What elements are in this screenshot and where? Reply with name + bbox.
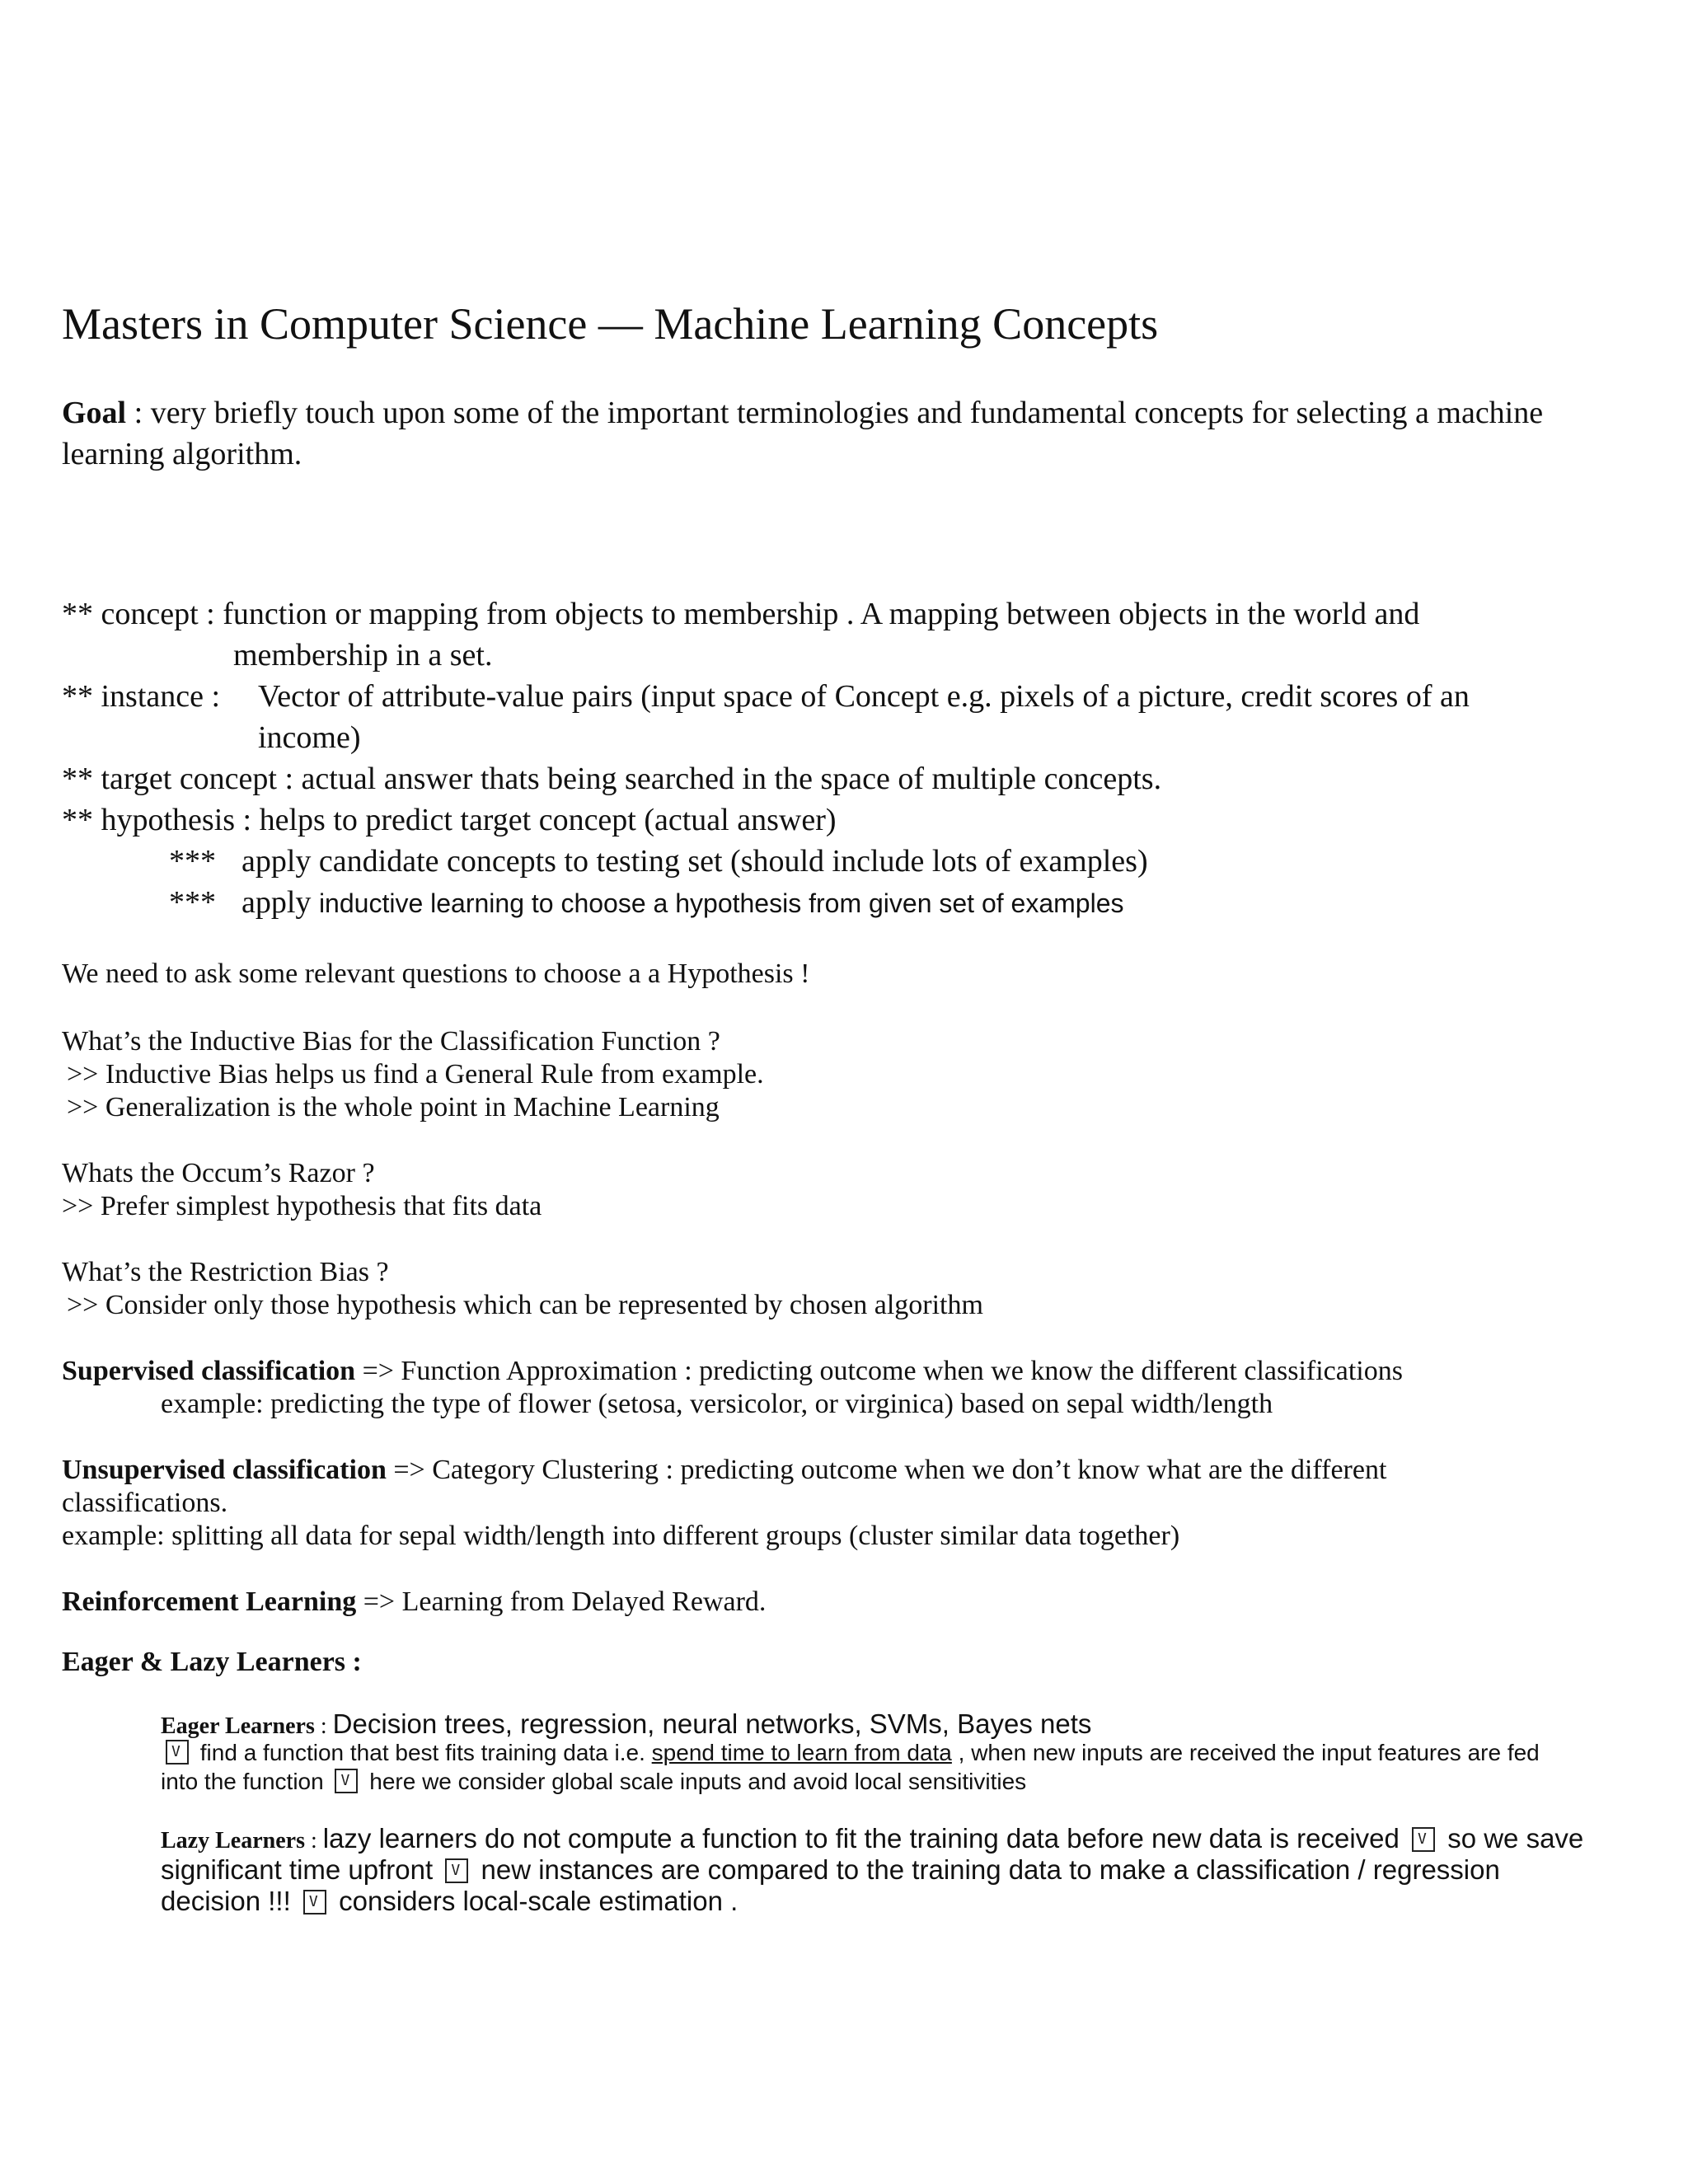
lazy-line-2-a: significant time upfront: [161, 1854, 441, 1885]
answer-inductive-bias-2: >> Generalization is the whole point in Machine Learning: [67, 1092, 720, 1122]
question-restriction-bias: What’s the Restriction Bias ?: [62, 1257, 389, 1287]
def-instance-line-1: Vector of attribute-value pairs (input space of Concept e.g. pixels of a picture, credit scores of an: [258, 679, 1470, 714]
eager-label: Eager Learners: [161, 1713, 315, 1739]
supervised-text: => Function Approximation : predicting outcome when we know the different classifications: [355, 1356, 1403, 1386]
lazy-line-3-a: decision !!!: [161, 1886, 298, 1916]
lazy-label: Lazy Learners: [161, 1828, 305, 1854]
question-occams-razor: Whats the Occum’s Razor ?: [62, 1158, 375, 1188]
reinforcement-line: [62, 1586, 766, 1618]
bullet-marker-1: ***: [169, 844, 216, 879]
bullet-box-icon: [1412, 1827, 1435, 1852]
hypothesis-sub-2-text: inductive learning to choose a hypothesis from given set of examples: [318, 888, 1124, 918]
supervised-example: example: predicting the type of flower (setosa, versicolor, or virginica) based on sepal width/length: [161, 1389, 1273, 1419]
unsupervised-label: Unsupervised classification: [62, 1455, 387, 1485]
hypothesis-sub-2: [241, 884, 1123, 921]
supervised-line: [62, 1356, 1403, 1387]
eager-line-1: [161, 1708, 1091, 1740]
lazy-line-1: [161, 1823, 1583, 1854]
eager-text: Decision trees, regression, neural networks, SVMs, Bayes nets: [332, 1708, 1092, 1739]
def-concept-line-2: membership in a set.: [233, 638, 493, 673]
answer-occams-razor: >> Prefer simplest hypothesis that fits data: [62, 1191, 542, 1221]
question-inductive-bias: What’s the Inductive Bias for the Classification Function ?: [62, 1026, 720, 1057]
def-instance-line-2: income): [258, 720, 361, 755]
goal-label: Goal: [62, 396, 127, 430]
answer-restriction-bias: >> Consider only those hypothesis which can be represented by chosen algorithm: [67, 1290, 983, 1320]
goal-text: very briefly touch upon some of the important terminologies and fundamental concepts for selecting a machine learning algorithm.: [62, 396, 1544, 471]
unsupervised-line: [62, 1455, 1386, 1486]
lazy-line-2-b: new instances are compared to the training data to make a classification / regression: [473, 1854, 1500, 1885]
eager-line-3-b: here we consider global scale inputs and avoid local sensitivities: [363, 1769, 1027, 1794]
eager-line-2-b: , when new inputs are received the input features are fed: [951, 1740, 1540, 1765]
def-instance-label: ** instance :: [62, 679, 221, 714]
hypothesis-sub-2-apply: apply: [241, 885, 319, 920]
lazy-line-2: [161, 1854, 1500, 1886]
eager-line-2: [161, 1740, 1540, 1766]
unsupervised-example: example: splitting all data for sepal width/length into different groups (cluster similar data together): [62, 1521, 1180, 1551]
page-title: Masters in Computer Science — Machine Learning Concepts: [62, 299, 1159, 349]
answer-inductive-bias-1: >> Inductive Bias helps us find a General Rule from example.: [67, 1059, 764, 1090]
unsupervised-text: => Category Clustering : predicting outcome when we don’t know what are the different: [386, 1455, 1387, 1485]
eager-line-3: [161, 1769, 1026, 1795]
def-concept-line-1: ** concept : function or mapping from objects to membership . A mapping between objects in the world and: [62, 597, 1420, 631]
questions-intro: We need to ask some relevant questions to choose a a Hypothesis !: [62, 958, 810, 989]
lazy-line-1-a: lazy learners do not compute a function to fit the training data before new data is received: [322, 1823, 1408, 1854]
bullet-box-icon: [335, 1769, 358, 1793]
lazy-line-3-b: considers local-scale estimation .: [331, 1886, 738, 1916]
reinforcement-text: => Learning from Delayed Reward.: [356, 1586, 767, 1617]
def-hypothesis: ** hypothesis : helps to predict target concept (actual answer): [62, 803, 837, 837]
eager-separator: :: [314, 1713, 333, 1739]
bullet-marker-2: ***: [169, 885, 216, 920]
eager-line-2-underlined: spend time to learn from data: [651, 1740, 952, 1765]
supervised-label: Supervised classification: [62, 1356, 356, 1386]
lazy-line-1-b: so we save: [1440, 1823, 1584, 1854]
hypothesis-sub-1: apply candidate concepts to testing set (should include lots of examples): [241, 844, 1148, 879]
goal-separator: :: [126, 396, 151, 430]
eager-lazy-heading: Eager & Lazy Learners :: [62, 1647, 362, 1677]
unsupervised-line-2: classifications.: [62, 1488, 228, 1518]
bullet-box-icon: [166, 1740, 189, 1765]
eager-line-3-a: into the function: [161, 1769, 331, 1794]
lazy-line-3: [161, 1886, 738, 1917]
bullet-box-icon: [445, 1858, 468, 1883]
goal-paragraph: [62, 392, 1644, 475]
lazy-separator: :: [304, 1828, 323, 1854]
reinforcement-label: Reinforcement Learning: [62, 1586, 357, 1617]
def-target-concept: ** target concept : actual answer thats being searched in the space of multiple concepts.: [62, 762, 1162, 796]
eager-line-2-a: find a function that best fits training data i.e.: [194, 1740, 652, 1765]
bullet-box-icon: [303, 1890, 326, 1915]
